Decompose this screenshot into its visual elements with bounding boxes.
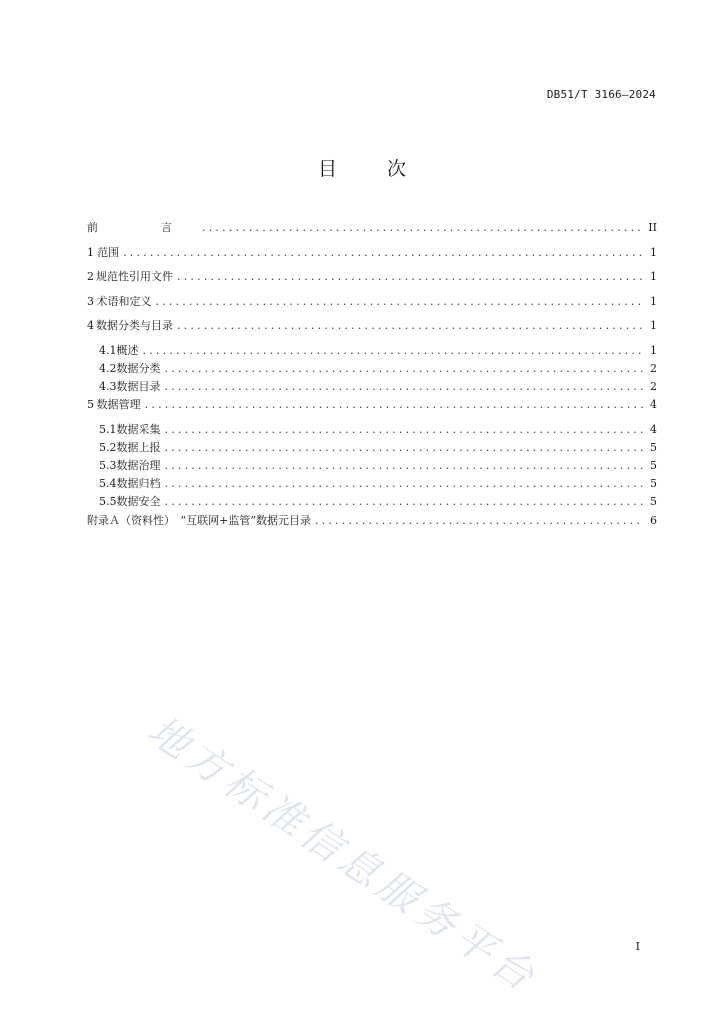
dot-leader [165, 493, 644, 511]
toc-entry[interactable] [87, 439, 657, 457]
toc-entry-number: 4.3 [99, 379, 117, 393]
toc-entry-label: 规范性引用文件 [96, 270, 174, 283]
toc-entry-number: 5.3 [99, 458, 117, 472]
watermark: 地方标准信息服务平台 [139, 707, 547, 1003]
toc-entry-number: 4.2 [99, 361, 117, 375]
toc-entry[interactable] [87, 293, 657, 318]
dot-leader [165, 457, 644, 475]
toc-entry-page: 2 [650, 379, 657, 393]
toc-entry[interactable] [87, 342, 657, 360]
toc-entry[interactable] [87, 378, 657, 396]
toc-entry-number: 4.1 [99, 343, 117, 357]
dot-leader [177, 317, 643, 335]
page-title [0, 154, 724, 181]
dot-leader [165, 421, 644, 439]
toc-entry-page: 1 [650, 245, 657, 259]
toc-entry-page: 1 [650, 270, 657, 283]
toc-entry-label: 概述 [116, 343, 139, 357]
toc-entry-number: 1 [87, 245, 94, 259]
title-char-left: 目 [317, 158, 337, 180]
toc-entry-label: 数据归档 [116, 477, 161, 491]
toc-entry[interactable] [87, 512, 657, 537]
toc-entry-number: 5.4 [99, 477, 117, 491]
toc-entry-number: 5 [87, 398, 94, 412]
toc-entry-label: 附录Ａ（资料性） “互联网+监管”数据元目录 [87, 513, 311, 527]
toc-entry-label: 数据分类与目录 [96, 319, 174, 332]
toc-entry-label: 数据采集 [116, 422, 161, 436]
toc-entry[interactable] [87, 219, 657, 244]
toc-entry-page: 5 [650, 495, 657, 509]
toc-entry-label: 术语和定义 [96, 294, 152, 308]
toc-entry[interactable] [87, 317, 657, 342]
toc-entry-number: 2 [87, 270, 94, 283]
toc-entry-page: II [648, 221, 657, 234]
dot-leader [202, 219, 643, 237]
toc-entry-label: 数据上报 [116, 440, 161, 454]
page-number: I [635, 940, 640, 953]
toc-entry[interactable] [87, 421, 657, 439]
table-of-contents [87, 219, 657, 536]
toc-entry-page: 6 [650, 513, 657, 527]
toc-entry-number: 3 [87, 294, 94, 308]
toc-entry[interactable] [87, 244, 657, 269]
toc-entry[interactable] [87, 457, 657, 475]
toc-entry-label: 数据安全 [116, 495, 161, 509]
dot-leader [177, 268, 643, 286]
toc-entry-page: 5 [650, 477, 657, 491]
toc-entry[interactable] [87, 493, 657, 511]
toc-entry[interactable] [87, 268, 657, 293]
dot-leader [145, 396, 643, 414]
toc-entry-page: 5 [650, 458, 657, 472]
toc-entry[interactable] [87, 396, 657, 421]
dot-leader [143, 342, 644, 360]
toc-entry-page: 4 [650, 398, 657, 412]
toc-entry-label: 数据管理 [96, 398, 141, 412]
toc-entry-page: 1 [650, 294, 657, 308]
toc-entry-page: 1 [650, 343, 657, 357]
toc-entry-page: 4 [650, 422, 657, 436]
dot-leader [165, 475, 644, 493]
toc-entry[interactable] [87, 360, 657, 378]
toc-entry-label: 范围 [97, 245, 120, 259]
toc-entry-number: 4 [87, 319, 94, 332]
document-code: DB51/T 3166—2024 [546, 88, 656, 101]
dot-leader [123, 244, 643, 262]
toc-entry[interactable] [87, 475, 657, 493]
toc-entry-number: 5.1 [99, 422, 117, 436]
toc-entry-number: 5.5 [99, 495, 117, 509]
dot-leader [165, 378, 644, 396]
title-char-right: 次 [387, 158, 407, 180]
dot-leader [165, 360, 644, 378]
toc-entry-page: 1 [650, 319, 657, 332]
dot-leader [155, 293, 643, 311]
toc-entry-label: 数据治理 [116, 458, 161, 472]
toc-entry-label: 数据目录 [116, 379, 161, 393]
dot-leader [165, 439, 644, 457]
toc-entry-label: 前 言 [87, 221, 198, 234]
toc-entry-label: 数据分类 [116, 361, 161, 375]
dot-leader [315, 512, 643, 530]
toc-entry-page: 5 [650, 440, 657, 454]
toc-entry-number: 5.2 [99, 440, 117, 454]
toc-entry-page: 2 [650, 361, 657, 375]
